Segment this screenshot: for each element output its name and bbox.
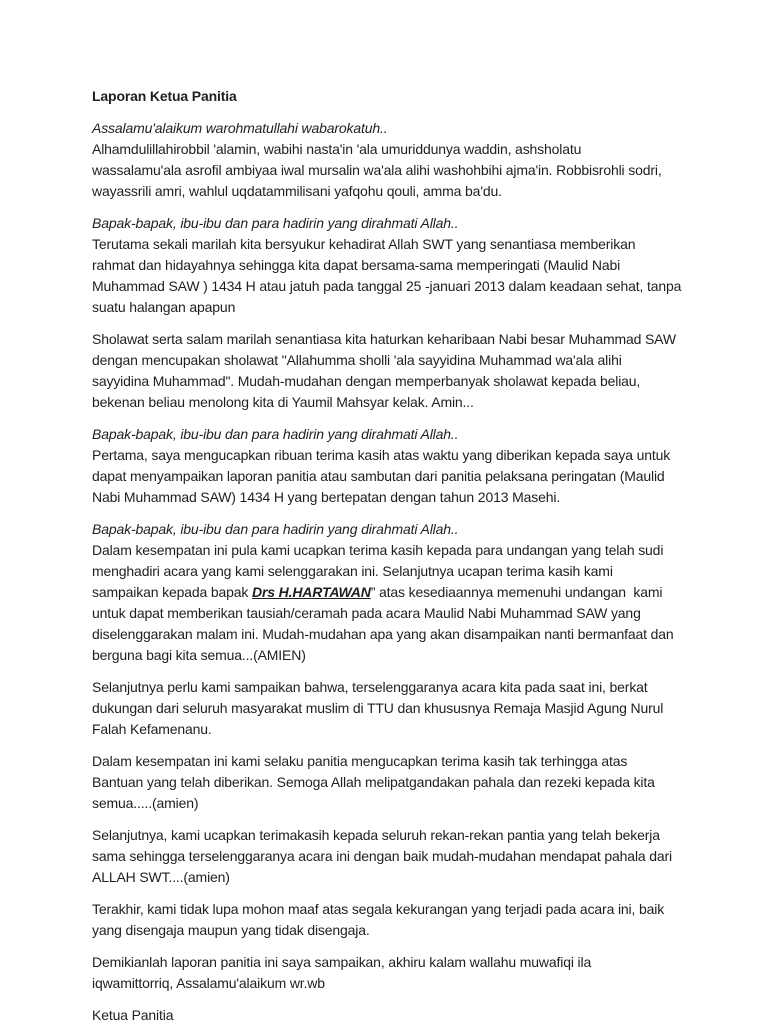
text-line — [92, 297, 680, 318]
text-run: Terutama sekali marilah kita bersyukur kehadirat Allah SWT yang senantiasa memberikan — [92, 236, 636, 252]
text-line — [92, 825, 680, 846]
text-line — [92, 487, 680, 508]
text-line — [92, 973, 680, 994]
paragraph — [92, 952, 680, 994]
text-line — [92, 519, 680, 540]
text-line — [92, 329, 680, 350]
text-run: Alhamdulillahirobbil 'alamin, wabihi nasta'in 'ala umuriddunya waddin, ashsholatu — [92, 141, 582, 157]
text-line — [92, 392, 680, 413]
text-line — [92, 466, 680, 487]
text-run: diselenggarakan malam ini. Mudah-mudahan apa yang akan disampaikan nanti bermanfaat dan — [92, 626, 674, 642]
text-run: sayyidina Muhammad". Mudah-mudahan dengan memperbanyak sholawat kepada beliau, — [92, 373, 641, 389]
text-line — [92, 181, 680, 202]
text-line — [92, 899, 680, 920]
text-line — [92, 234, 680, 255]
text-line — [92, 561, 680, 582]
text-run: sampaikan kepada bapak — [92, 584, 252, 600]
paragraph — [92, 213, 680, 318]
text-run: Bapak-bapak, ibu-ibu dan para hadirin yang dirahmati Allah.. — [92, 215, 459, 231]
document-body — [92, 86, 680, 1026]
text-line — [92, 793, 680, 814]
text-line — [92, 677, 680, 698]
text-run: Terakhir, kami tidak lupa mohon maaf atas segala kekurangan yang terjadi pada acara ini, baik — [92, 901, 665, 917]
text-run: Bapak-bapak, ibu-ibu dan para hadirin yang dirahmati Allah.. — [92, 426, 459, 442]
text-run: suatu halangan apapun — [92, 299, 236, 315]
text-run: berguna bagi kita semua...(AMIEN) — [92, 647, 306, 663]
text-run: Muhammad SAW ) 1434 H atau jatuh pada tanggal 25 -januari 2013 dalam keadaan sehat, tanpa — [92, 278, 682, 294]
text-line — [92, 424, 680, 445]
text-line — [92, 846, 680, 867]
text-run: Pertama, saya mengucapkan ribuan terima kasih atas waktu yang diberikan kepada saya untuk — [92, 447, 671, 463]
paragraph — [92, 899, 680, 941]
text-run: Bapak-bapak, ibu-ibu dan para hadirin yang dirahmati Allah.. — [92, 521, 459, 537]
text-run: Demikianlah laporan panitia ini saya sampaikan, akhiru kalam wallahu muwafiqi ila — [92, 954, 592, 970]
text-run: Falah Kefamenanu. — [92, 721, 212, 737]
text-line — [92, 1005, 680, 1026]
text-line — [92, 645, 680, 666]
text-run: Sholawat serta salam marilah senantiasa kita haturkan keharibaan Nabi besar Muhammad SAW — [92, 331, 676, 347]
text-run: ALLAH SWT....(amien) — [92, 869, 230, 885]
text-run: Bantuan yang telah diberikan. Semoga Allah melipatgandakan pahala dan rezeki kepada kita — [92, 774, 655, 790]
text-line — [92, 213, 680, 234]
document-title — [92, 86, 680, 107]
text-run: Drs H.HARTAWAN — [252, 584, 371, 600]
paragraph — [92, 1005, 680, 1026]
text-run: Nabi Muhammad SAW) 1434 H yang bertepatan dengan tahun 2013 Masehi. — [92, 489, 561, 505]
text-run: wassalamu'ala asrofil ambiyaa iwal mursalin wa'ala alihi washohbihi ajma'in. Robbisrohli sodri, — [92, 162, 662, 178]
text-run: Assalamu'alaikum warohmatullahi wabarokatuh.. — [92, 120, 388, 136]
text-run: iqwamittorriq, Assalamu'alaikum wr.wb — [92, 975, 325, 991]
text-line — [92, 772, 680, 793]
paragraph — [92, 751, 680, 814]
text-line — [92, 719, 680, 740]
text-line — [92, 952, 680, 973]
paragraph — [92, 825, 680, 888]
text-line — [92, 255, 680, 276]
text-line — [92, 698, 680, 719]
text-line — [92, 624, 680, 645]
text-line — [92, 118, 680, 139]
text-run: dapat menyampaikan laporan panitia atau sambutan dari panitia pelaksana peringatan (Maulid — [92, 468, 665, 484]
text-line — [92, 86, 680, 107]
text-run: menghadiri acara yang kami selenggarakan ini. Selanjutnya ucapan terima kasih kami — [92, 563, 613, 579]
text-run: Selanjutnya, kami ucapkan terimakasih kepada seluruh rekan-rekan pantia yang telah bekerja — [92, 827, 660, 843]
text-line — [92, 751, 680, 772]
text-run: bekenan beliau menolong kita di Yaumil Mahsyar kelak. Amin... — [92, 394, 474, 410]
text-run: Laporan Ketua Panitia — [92, 88, 237, 104]
text-run: semua.....(amien) — [92, 795, 199, 811]
text-run: dengan mencupakan sholawat "Allahumma sholli 'ala sayyidina Muhammad wa'ala alihi — [92, 352, 622, 368]
text-run: Dalam kesempatan ini kami selaku panitia mengucapkan terima kasih tak terhingga atas — [92, 753, 628, 769]
text-line — [92, 920, 680, 941]
text-line — [92, 867, 680, 888]
text-line — [92, 603, 680, 624]
text-run: dukungan dari seluruh masyarakat muslim di TTU dan khususnya Remaja Masjid Agung Nurul — [92, 700, 664, 716]
text-run: Ketua Panitia — [92, 1007, 174, 1023]
text-line — [92, 160, 680, 181]
text-run: Selanjutnya perlu kami sampaikan bahwa, terselenggaranya acara kita pada saat ini, berkat — [92, 679, 648, 695]
text-line — [92, 371, 680, 392]
paragraph — [92, 677, 680, 740]
text-line — [92, 445, 680, 466]
text-run: rahmat dan hidayahnya sehingga kita dapat bersama-sama memperingati (Maulid Nabi — [92, 257, 621, 273]
text-run: untuk dapat memberikan tausiah/ceramah pada acara Maulid Nabi Muhammad SAW yang — [92, 605, 641, 621]
text-run: wayassrili amri, wahlul uqdatammilisani yafqohu qouli, amma ba'du. — [92, 183, 502, 199]
paragraph — [92, 118, 680, 202]
text-run: Dalam kesempatan ini pula kami ucapkan terima kasih kepada para undangan yang telah sudi — [92, 542, 664, 558]
paragraph — [92, 519, 680, 666]
text-line — [92, 540, 680, 561]
text-line — [92, 350, 680, 371]
paragraph — [92, 424, 680, 508]
paragraph — [92, 329, 680, 413]
text-line — [92, 276, 680, 297]
text-line — [92, 139, 680, 160]
text-run: yang disengaja maupun yang tidak disengaja. — [92, 922, 370, 938]
text-run: ” atas kesediaannya memenuhi undangan kami — [370, 584, 663, 600]
text-run: sama sehingga terselenggaranya acara ini dengan baik mudah-mudahan mendapat pahala dari — [92, 848, 673, 864]
text-line — [92, 582, 680, 603]
